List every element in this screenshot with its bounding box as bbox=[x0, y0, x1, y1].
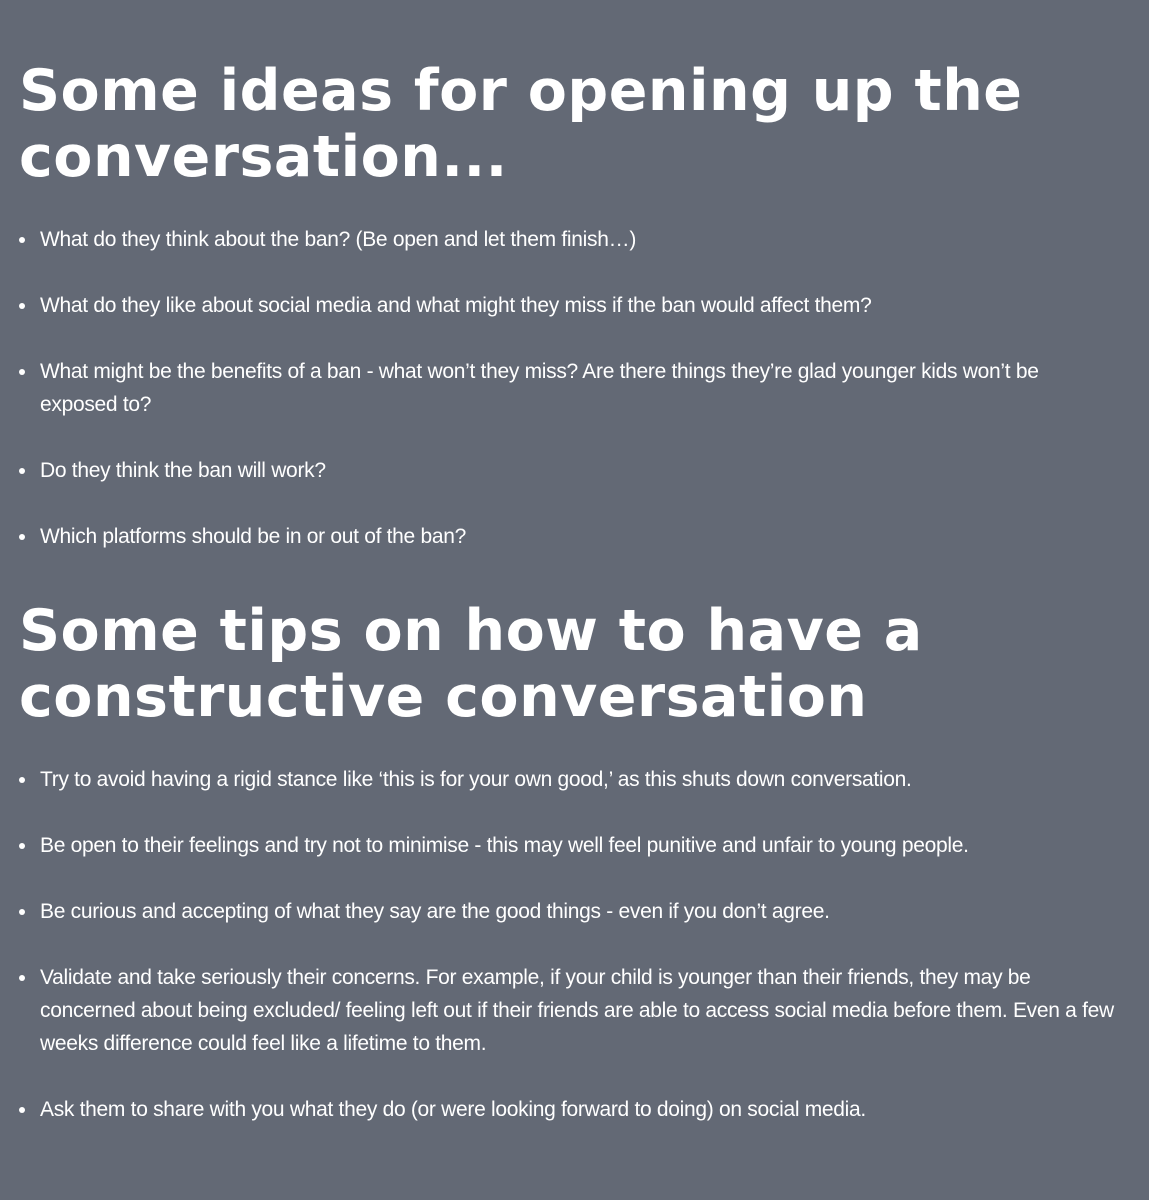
list-item bbox=[19, 961, 1119, 1060]
bullet-icon bbox=[19, 369, 25, 375]
list-item bbox=[19, 829, 1119, 862]
bullet-icon bbox=[19, 534, 25, 540]
tips-list bbox=[19, 763, 1119, 1126]
list-item bbox=[19, 223, 1119, 256]
bullet-icon bbox=[19, 1107, 25, 1113]
bullet-icon bbox=[19, 468, 25, 474]
list-item-text: Try to avoid having a rigid stance like ‘this is for your own good,’ as this shuts down conversation. bbox=[40, 768, 912, 791]
list-item bbox=[19, 1093, 1119, 1126]
list-item-text: What do they think about the ban? (Be open and let them finish…) bbox=[40, 228, 637, 251]
ideas-heading: Some ideas for opening up the conversation... bbox=[19, 58, 1023, 190]
list-item bbox=[19, 895, 1119, 928]
list-item-text: What might be the benefits of a ban - what won’t they miss? Are there things they’re glad younger kids won’t be exposed to? bbox=[40, 360, 1039, 416]
list-item bbox=[19, 289, 1119, 322]
list-item-text: Be curious and accepting of what they say are the good things - even if you don’t agree. bbox=[40, 900, 830, 923]
list-item-text: Validate and take seriously their concerns. For example, if your child is younger than their friends, they may be concerned about being excluded/ feeling left out if their friends are able to access social media before them. Even a few weeks difference could feel like a lifetime to them. bbox=[40, 966, 1114, 1055]
bullet-icon bbox=[19, 237, 25, 243]
ideas-list bbox=[19, 223, 1119, 553]
bullet-icon bbox=[19, 975, 25, 981]
list-item bbox=[19, 520, 1119, 553]
bullet-icon bbox=[19, 843, 25, 849]
list-item-text: What do they like about social media and what might they miss if the ban would affect them? bbox=[40, 294, 872, 317]
list-item-text: Do they think the ban will work? bbox=[40, 459, 326, 482]
tips-heading: Some tips on how to have a constructive conversation bbox=[19, 598, 923, 730]
list-item bbox=[19, 763, 1119, 796]
list-item-text: Which platforms should be in or out of the ban? bbox=[40, 525, 466, 548]
list-item bbox=[19, 454, 1119, 487]
list-item-text: Be open to their feelings and try not to minimise - this may well feel punitive and unfair to young people. bbox=[40, 834, 969, 857]
bullet-icon bbox=[19, 777, 25, 783]
bullet-icon bbox=[19, 909, 25, 915]
list-item-text: Ask them to share with you what they do (or were looking forward to doing) on social media. bbox=[40, 1098, 866, 1121]
bullet-icon bbox=[19, 303, 25, 309]
list-item bbox=[19, 355, 1119, 421]
